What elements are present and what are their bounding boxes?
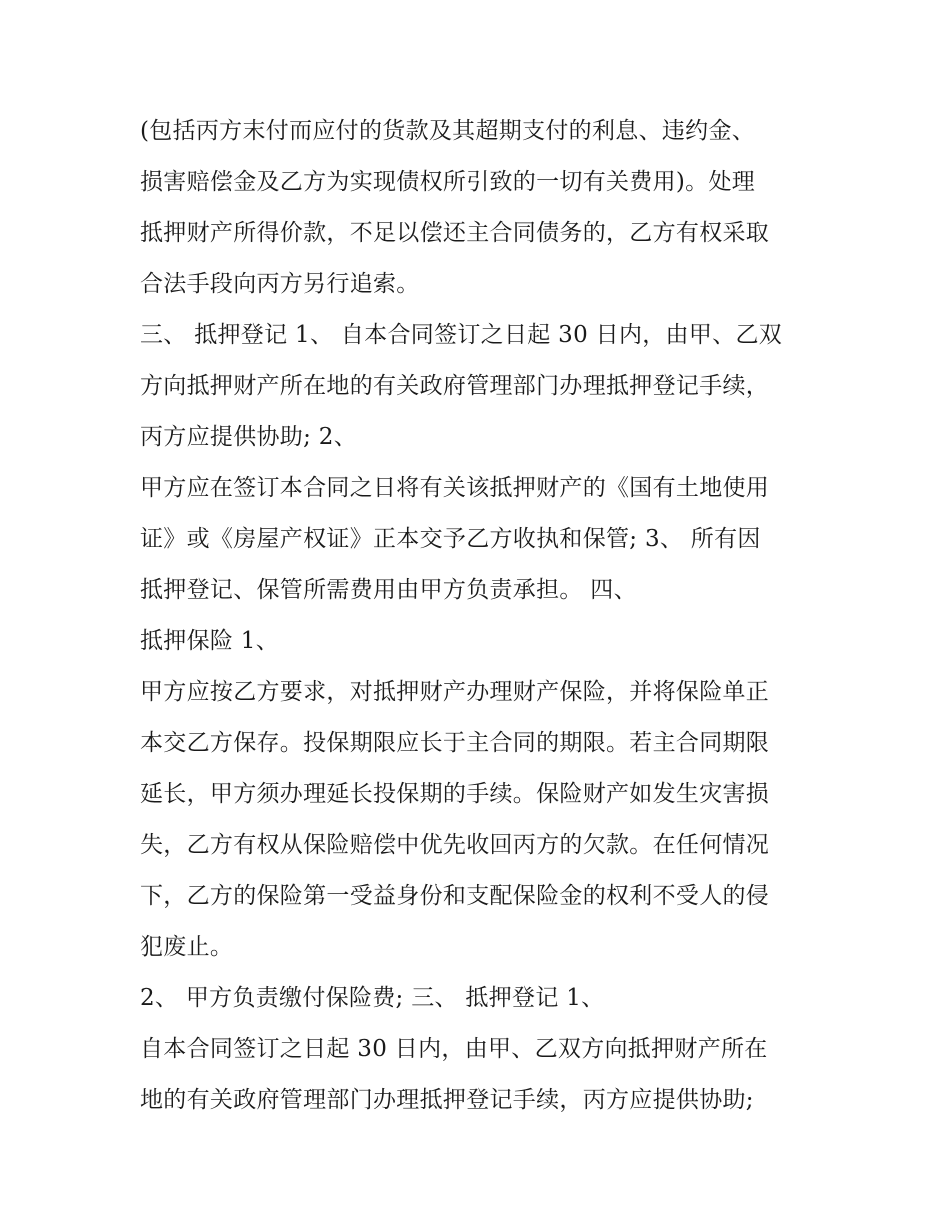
text-line: 三、 抵押登记 1、 自本合同签订之日起 30 日内，由甲、乙双 [140,322,783,348]
text-line: 失，乙方有权从保险赔偿中优先收回丙方的欠款。在任何情况 [140,832,770,858]
text-line: (包括丙方末付而应付的货款及其超期支付的利息、违约金、 [140,118,756,144]
contract-text [140,106,820,1126]
text-line: 方向抵押财产所在地的有关政府管理部门办理抵押登记手续， [140,373,770,399]
text-line: 证》或《房屋产权证》正本交予乙方收执和保管; 3、 所有因 [140,526,761,552]
text-line: 丙方应提供协助; 2、 [140,424,357,450]
text-line: 抵押财产所得价款，不足以偿还主合同债务的，乙方有权采取 [140,220,770,246]
text-line: 下，乙方的保险第一受益身份和支配保险金的权利不受人的侵 [140,883,770,909]
text-line: 抵押登记、保管所需费用由甲方负责承担。 四、 [140,577,637,603]
text-line: 延长，甲方须办理延长投保期的手续。保险财产如发生灾害损 [140,781,770,807]
text-line: 甲方应按乙方要求，对抵押财产办理财产保险，并将保险单正 [140,679,770,705]
text-line: 2、 甲方负责缴付保险费; 三、 抵押登记 1、 [140,985,605,1011]
text-line: 自本合同签订之日起 30 日内，由甲、乙双方向抵押财产所在 [140,1036,768,1062]
text-line: 本交乙方保存。投保期限应长于主合同的期限。若主合同期限 [140,730,770,756]
text-line: 抵押保险 1、 [140,628,280,654]
text-line: 合法手段向丙方另行追索。 [140,271,420,297]
text-line: 犯废止。 [140,934,234,960]
text-line: 损害赔偿金及乙方为实现债权所引致的一切有关费用)。处理 [140,169,756,195]
text-line: 地的有关政府管理部门办理抵押登记手续，丙方应提供协助; [140,1087,754,1113]
text-line: 甲方应在签订本合同之日将有关该抵押财产的《国有土地使用 [140,475,770,501]
